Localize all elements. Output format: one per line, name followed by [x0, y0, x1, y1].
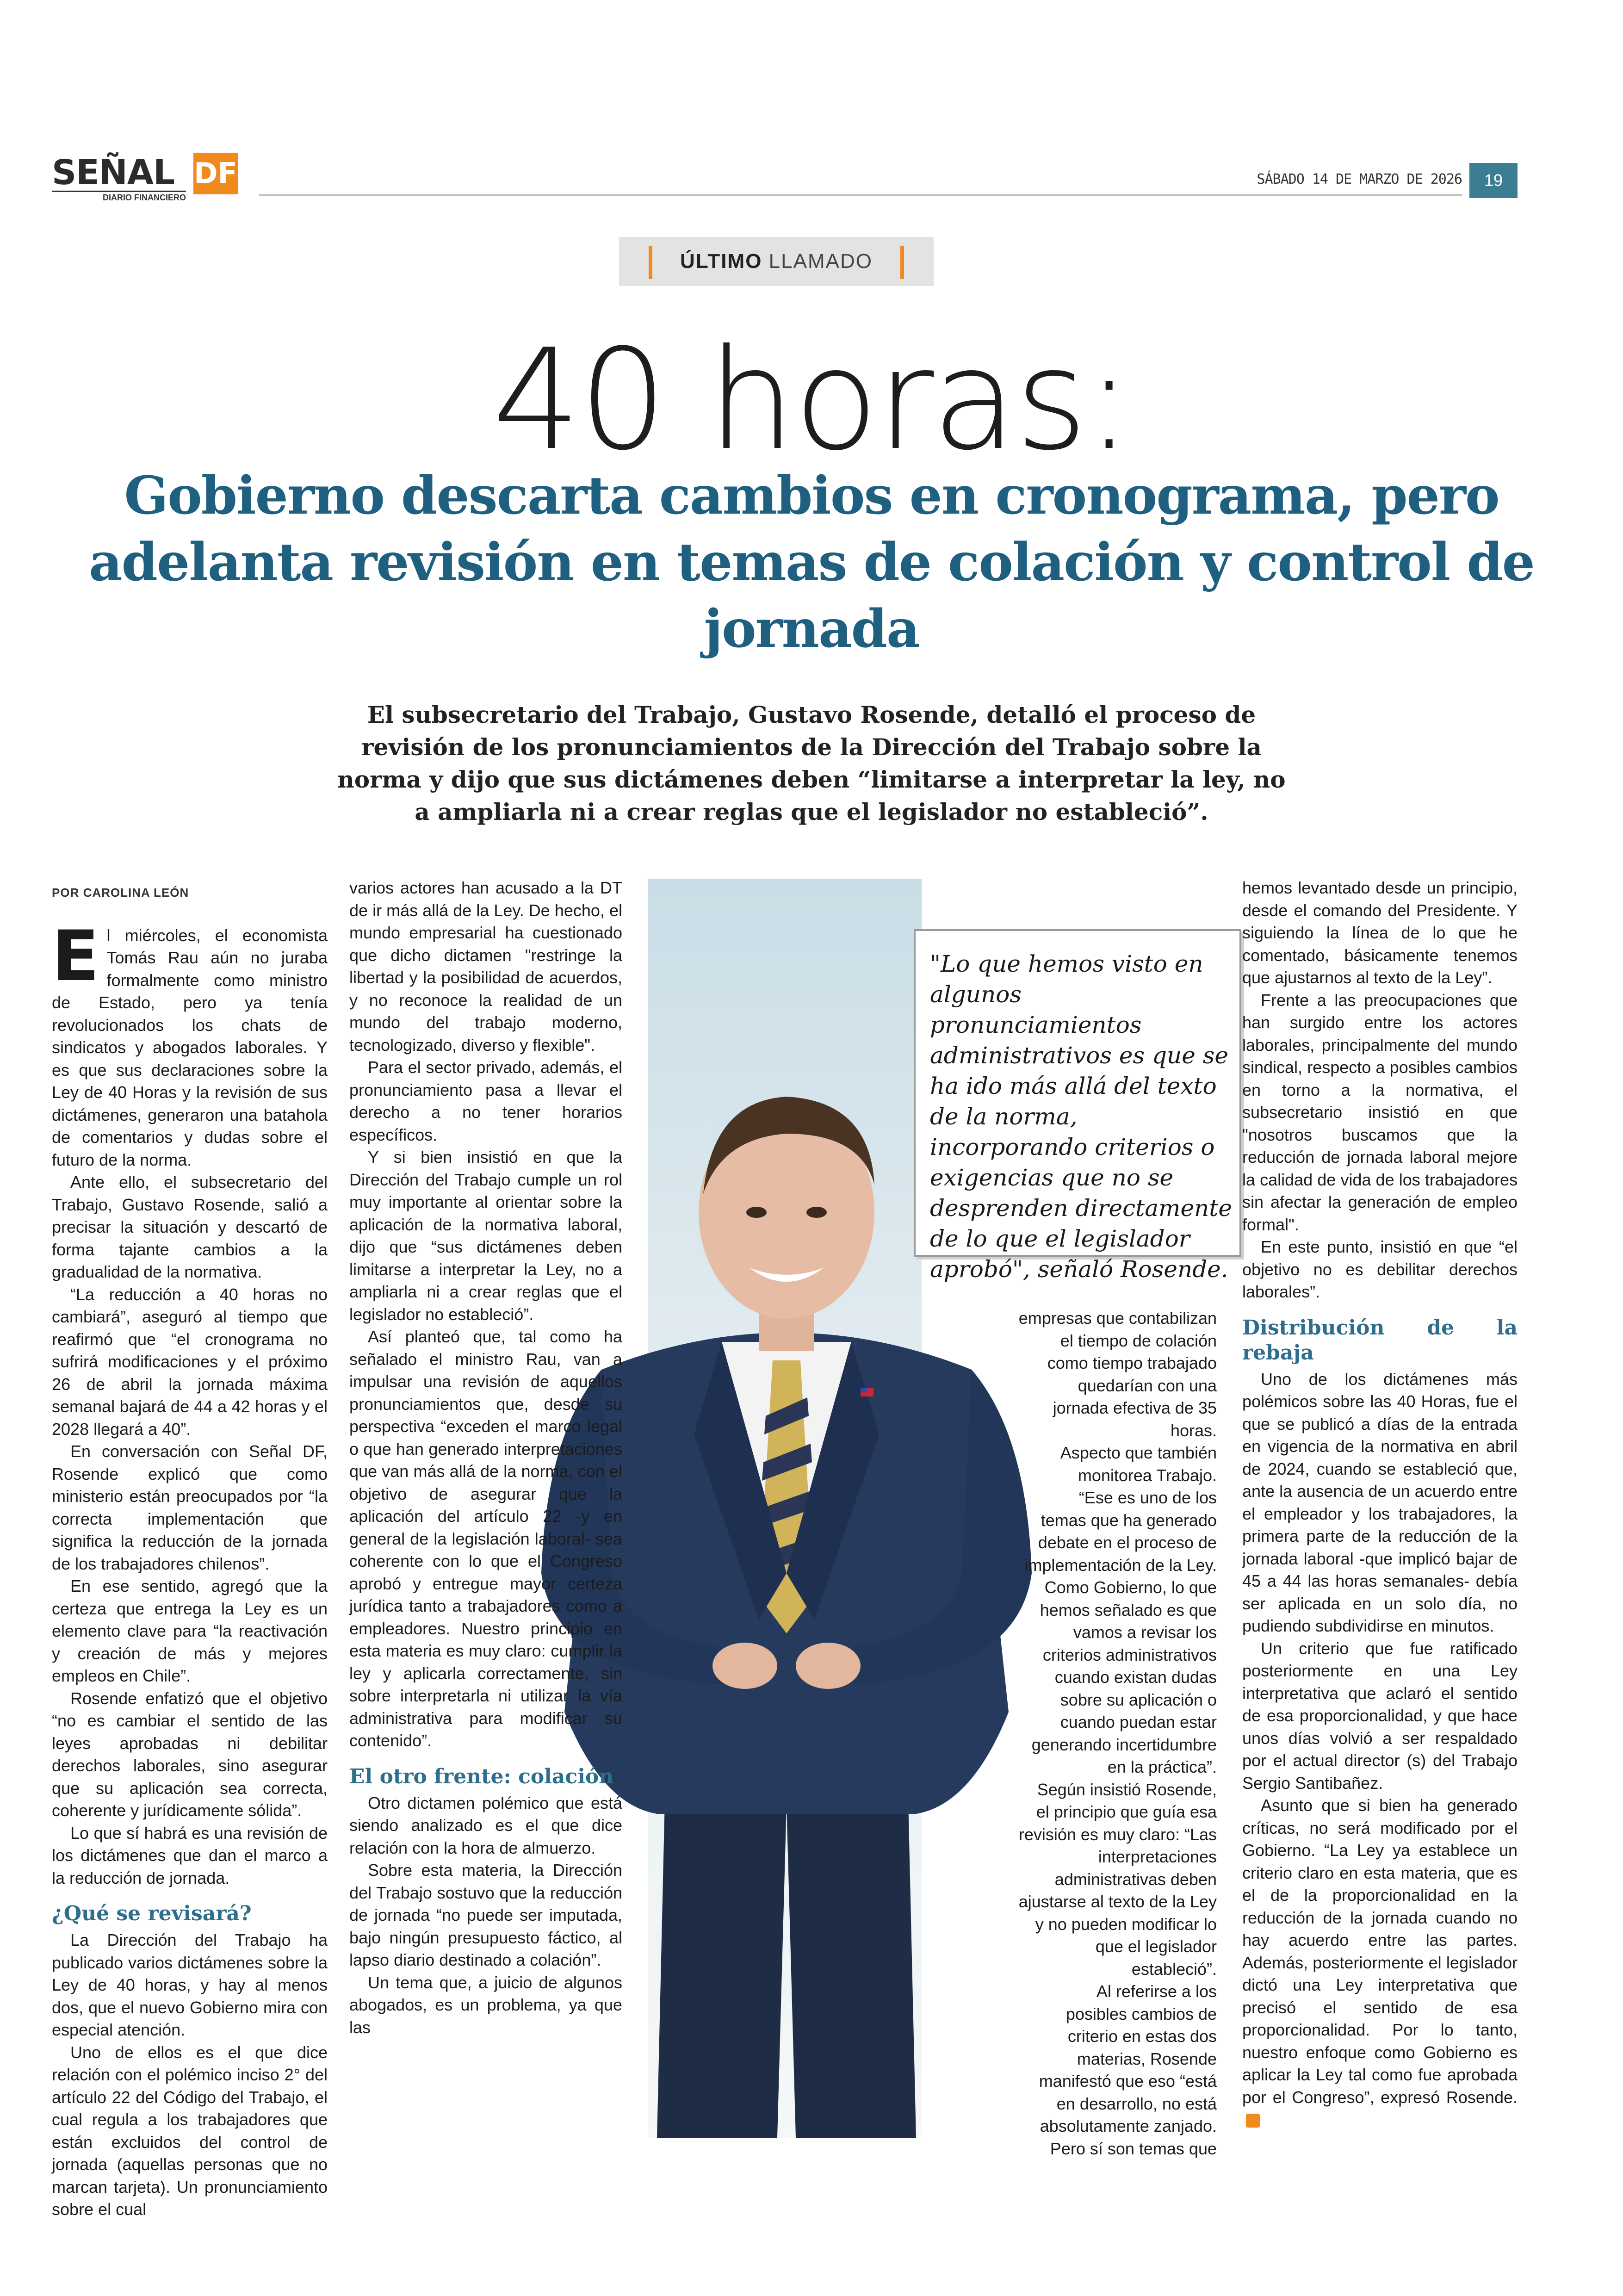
paragraph: Frente a las preocupaciones que han surgido entre los actores laborales, principalmente del mundo sindical, respecto a posibles cambios en torno a la normativa, el subsecretario insistió en que "nosotros buscamos que la reducción de jornada laboral mejore la calidad de vida de los trabajadores sin afectar la generación de empleo formal".: [1242, 990, 1518, 1234]
column-1: [52, 881, 328, 2221]
paragraph: empresas que contabilizan el tiempo de colación como tiempo trabajado quedarían con una jornada efectiva de 35 horas.: [1018, 1309, 1217, 1440]
paragraph: Según insistió Rosende, el principio que guía esa revisión es muy claro: “Las interpretaciones administrativas deben ajustarse al texto de la Ley y no pueden modificar lo que el legislador estableció”.: [1018, 1780, 1217, 1979]
column-2: [349, 877, 622, 2039]
headline-kicker: 40 horas:: [492, 319, 1131, 481]
paragraph: Un criterio que fue ratificado posteriormente en una Ley interpretativa que aclaró el sentido de esa proporcionalidad, y que hace unos días volvió a ser respaldado por el actual director (s) del Trabajo Sergio Santibañez.: [1242, 1638, 1518, 1793]
section-tag-bold: ÚLTIMO: [680, 250, 762, 273]
final-text: Asunto que si bien ha generado críticas, no será modificado por el Gobierno. “La Ley ya establece un criterio claro en esta materia, que es el de la proporcionalidad en la reducción de la jornada cuando no hay acuerdo entre las partes. Además, posteriormente el legislador dictó una Ley interpretativa que precisó el sentido de esa proporcionalidad. Por lo tanto, nuestro enfoque como Gobierno es aplicar la Ley tal como fue aprobada por el Congreso”, expresó Rosende.: [1242, 1796, 1518, 2107]
section-tag-light: LLAMADO: [768, 250, 873, 273]
paragraph-final: [1242, 1794, 1518, 2131]
issue-date: SÁBADO 14 DE MARZO DE 2026: [1257, 171, 1462, 187]
paragraph: “Ese es uno de los temas que ha generado debate en el proceso de implementación de la Ley. Como Gobierno, lo que hemos señalado es que vamos a revisar los criterios administrativos cuando existan dudas sobre su aplicación o cuando puedan estar generando incertidumbre en la práctica”.: [1024, 1488, 1217, 1776]
paragraph: Aspecto que también monitorea Trabajo.: [1060, 1443, 1217, 1485]
paragraph: En este punto, insistió en que “el objetivo no es debilitar derechos laborales”.: [1242, 1237, 1518, 1301]
paragraph: Así planteó que, tal como ha señalado el ministro Rau, van a impulsar una revisión de aquellos pronunciamientos que, desde su perspectiva “exceden el marco legal o que han generado interpretaciones que van más allá de la norma, con el objetivo de asegurar que la aplicación del artículo 22 -y en general de la legislación laboral- sea coherente con lo que el Congreso aprobó y entregue mayor certeza jurídica tanto a trabajadores como a empleadores. Nuestro principio en esta materia es muy claro: cumplir la ley y aplicarla correctamente, sin sobre interpretarla ni utilizar la vía administrativa para modificar su contenido”.: [349, 1327, 622, 1750]
subhead-colacion: El otro frente: colación: [349, 1764, 614, 1788]
logo-subtitle: DIARIO FINANCIERO: [52, 191, 186, 203]
tag-bar-left: [649, 246, 652, 279]
paragraph: Al referirse a los posibles cambios de criterio en estas dos materias, Rosende manifestó que eso “está en desarrollo, no está absolutamente zanjado. Pero sí son temas que: [1039, 1982, 1217, 2158]
paragraph: Ante ello, el subsecretario del Trabajo, Gustavo Rosende, salió a precisar la situación y descartó de forma tajante cambios a la gradualidad de la normativa.: [52, 1173, 328, 1281]
column-3: [1018, 1307, 1217, 2160]
headline: Gobierno descarta cambios en cronograma, pero adelanta revisión en temas de colación y control de jornada: [89, 465, 1534, 659]
pull-quote: "Lo que hemos visto en algunos pronunciamientos administrativos es que se ha ido más allá del texto de la norma, incorporando criterios o exigencias que no se desprenden directamente de lo que el legislador aprobó", señaló Rosende.: [930, 950, 1232, 1283]
logo-wordmark: SEÑAL: [52, 153, 175, 192]
tag-bar-right: [900, 246, 904, 279]
lead-text: l miércoles, el economista Tomás Rau aún no juraba formalmente como ministro de Estado, pero ya tenía revolucionados los chats de sindicatos y abogados laborales. Y es que sus declaraciones sobre la Ley de 40 Horas y la revisión de sus dictámenes, generaron una batahola de comentarios y dudas sobre el futuro de la norma.: [52, 925, 328, 1169]
paragraph: Para el sector privado, además, el pronunciamiento pasa a llevar el derecho a no tener horarios específicos.: [349, 1058, 622, 1144]
subhead-distribucion: Distribución de la rebaja: [1242, 1316, 1518, 1365]
paragraph: Un tema que, a juicio de algunos abogados, es un problema, ya que las: [349, 1973, 622, 2037]
column-4: [1242, 877, 1518, 2131]
paragraph: Uno de los dictámenes más polémicos sobre las 40 Horas, fue el que se publicó a días de la entrada en vigencia de la normativa en abril de 2024, cuando se estableció que, ante la ausencia de un acuerdo entre el empleador y los trabajadores, la primera parte de la reducción de la jornada laboral -que implicó bajar de 45 a 44 las horas semanales- debía ser aplicada en un solo día, no pudiendo subdividirse en minutos.: [1242, 1369, 1518, 1635]
end-mark-icon: [1246, 2114, 1260, 2128]
paragraph: La Dirección del Trabajo ha publicado varios dictámenes sobre la Ley de 40 horas, y hay al menos dos, que el nuevo Gobierno mira con especial atención.: [52, 1930, 328, 2039]
subhead-que-se-revisara: ¿Qué se revisará?: [52, 1902, 252, 1925]
logo-df-badge: DF: [193, 153, 238, 194]
paragraph: Lo que sí habrá es una revisión de los dictámenes que dan el marco a la reducción de jornada.: [52, 1823, 328, 1887]
deck: El subsecretario del Trabajo, Gustavo Rosende, detalló el proceso de revisión de los pronunciamientos de la Dirección del Trabajo sobre la norma y dijo que sus dictámenes deben “limitarse a interpretar la ley, no a ampliarla ni a crear reglas que el legislador no estableció”.: [337, 701, 1286, 825]
paragraph: En conversación con Señal DF, Rosende explicó que como ministerio están preocupados por “la correcta implementación que significa la reducción de la jornada de los trabajadores chilenos”.: [52, 1442, 328, 1573]
paragraph: En ese sentido, agregó que la certeza que entrega la Ley es un elemento clave para “la reactivación y creación de más y mejores empleos en Chile”.: [52, 1576, 328, 1685]
paragraph: Otro dictamen polémico que está siendo analizado es el que dice relación con la hora de almuerzo.: [349, 1793, 622, 1857]
header-rule: [259, 194, 1462, 196]
section-tag: [619, 237, 934, 286]
page-number: 19: [1469, 163, 1518, 198]
paragraph: hemos levantado desde un principio, desde el comando del Presidente. Y siguiendo la línea de lo que he comentado, básicamente tenemos que ajustarnos al texto de la Ley”.: [1242, 878, 1518, 987]
paragraph: Rosende enfatizó que el objetivo “no es cambiar el sentido de las leyes aprobadas ni debilitar derechos laborales, sino asegurar que su aplicación sea correcta, coherente y jurídicamente sólida”.: [52, 1688, 328, 1820]
byline: POR CAROLINA LEÓN: [52, 886, 189, 900]
lead-paragraph: [52, 916, 328, 1172]
paragraph: Sobre esta materia, la Dirección del Trabajo sostuvo que la reducción de jornada “no puede ser imputada, bajo ningún presupuesto fáctico, al lapso diario destinado a colación”.: [349, 1861, 622, 1969]
paragraph: Y si bien insistió en que la Dirección del Trabajo cumple un rol muy importante al orientar sobre la aplicación de la normativa laboral, dijo que “sus dictámenes deben limitarse a interpretar la Ley, no a ampliarla ni a crear reglas que el legislador no estableció”.: [349, 1148, 622, 1324]
paragraph: varios actores han acusado a la DT de ir más allá de la Ley. De hecho, el mundo empresarial ha cuestionado que dicho dictamen "restringe la libertad y la posibilidad de acuerdos, y no reconoce la realidad de un mundo del trabajo moderno, tecnologizado, diverso y flexible".: [349, 878, 622, 1055]
paragraph: Uno de ellos es el que dice relación con el polémico inciso 2° del artículo 22 del Código del Trabajo, el cual regula a los trabajadores que están excluidos del control de jornada (aquellas personas que no marcan tarjeta). Un pronunciamiento sobre el cual: [52, 2042, 328, 2219]
paragraph: “La reducción a 40 horas no cambiará”, aseguró al tiempo que reafirmó que “el cronograma no sufrirá modificaciones y el próximo 26 de abril la jornada máxima semanal bajará de 44 a 42 horas y el 2028 llegará a 40”.: [52, 1285, 328, 1439]
drop-cap: E: [52, 916, 99, 997]
